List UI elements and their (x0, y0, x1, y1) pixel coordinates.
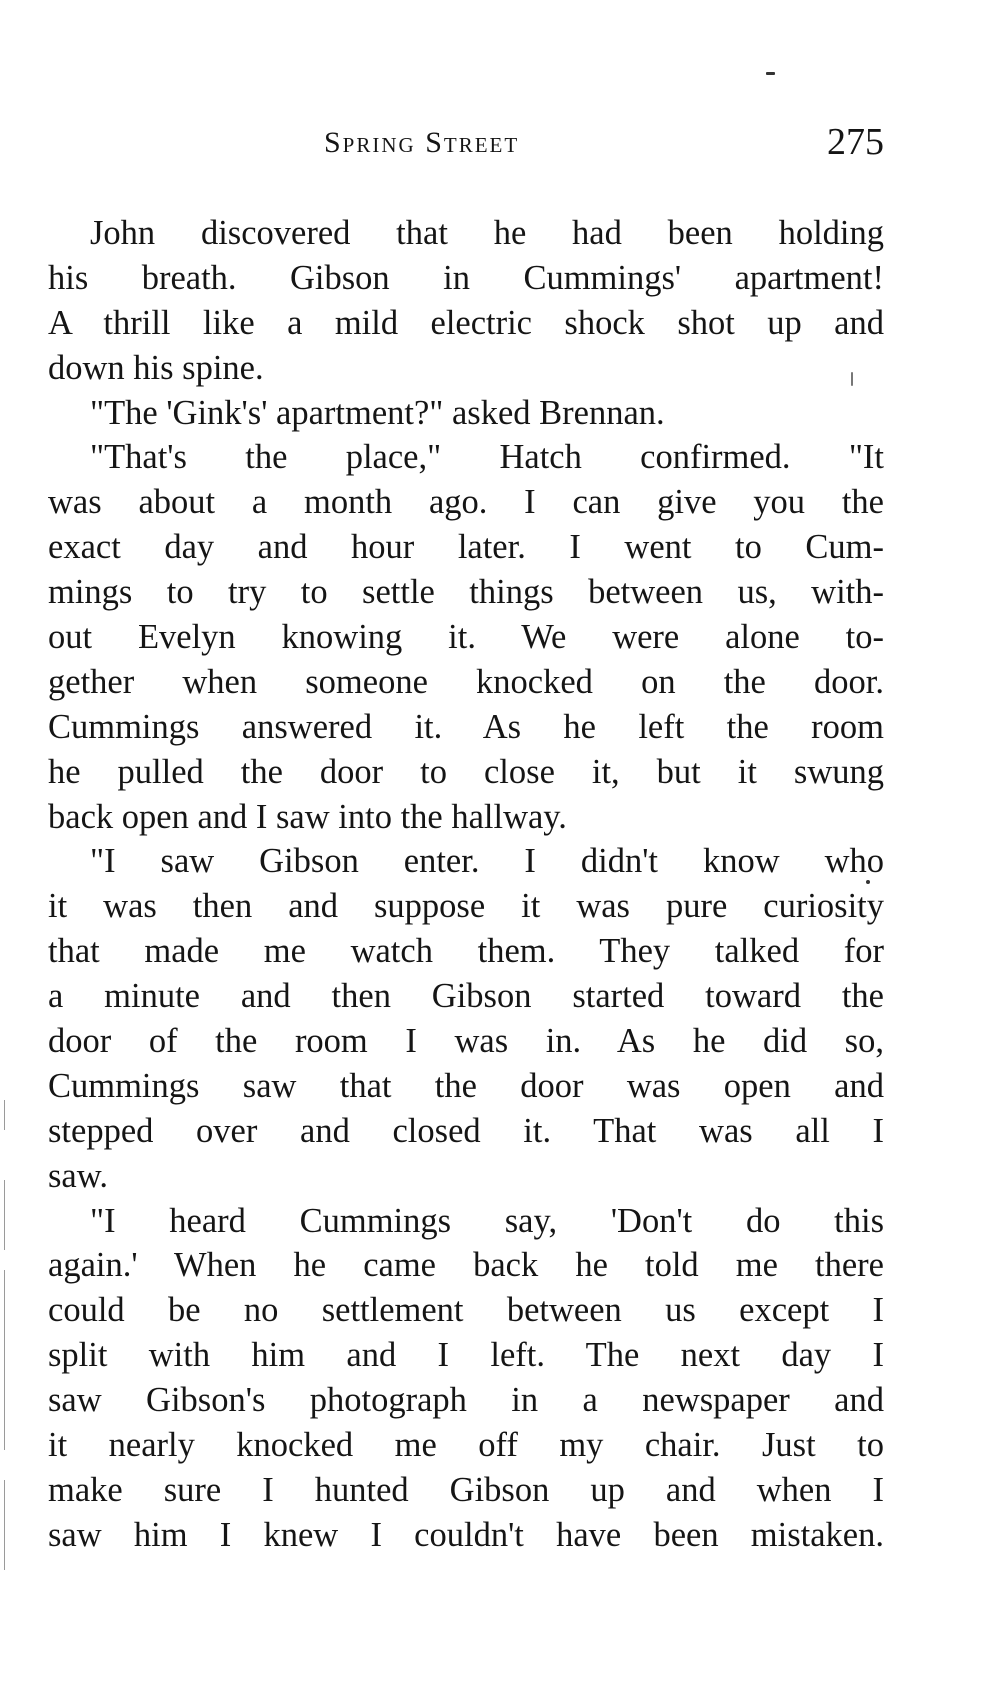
scan-speck (866, 880, 870, 884)
text-line: that made me watch them. They talked for (48, 932, 884, 971)
text-line: "The 'Gink's' apartment?" asked Brennan. (90, 393, 665, 432)
text-line: could be no settlement between us except I (48, 1291, 884, 1330)
text-line: saw. (48, 1156, 109, 1195)
text-line: "That's the place," Hatch confirmed. "It (90, 438, 884, 477)
text-line: gether when someone knocked on the door. (48, 662, 884, 701)
text-line: out Evelyn knowing it. We were alone to- (48, 618, 884, 657)
text-line: he pulled the door to close it, but it swung (48, 752, 884, 791)
text-line: stepped over and closed it. That was all I (48, 1111, 884, 1150)
text-line: again.' When he came back he told me there (48, 1246, 884, 1285)
text-line: his breath. Gibson in Cummings' apartment! (48, 258, 884, 297)
scan-speck (851, 372, 853, 386)
text-line: "I saw Gibson enter. I didn't know who (90, 842, 884, 881)
text-line: split with him and I left. The next day I (48, 1336, 884, 1375)
running-title: Spring Street (324, 126, 520, 159)
text-line: was about a month ago. I can give you the (48, 483, 884, 522)
text-line: a minute and then Gibson started toward the (48, 977, 884, 1016)
text-line: Cummings answered it. As he left the room (48, 707, 884, 746)
margin-rule (4, 1480, 5, 1570)
text-line: it nearly knocked me off my chair. Just to (48, 1426, 884, 1465)
text-line: saw Gibson's photograph in a newspaper and (48, 1381, 884, 1420)
text-line: exact day and hour later. I went to Cum- (48, 528, 884, 567)
text-line: back open and I saw into the hallway. (48, 797, 567, 836)
text-line: door of the room I was in. As he did so, (48, 1022, 884, 1061)
scan-speck (766, 72, 775, 75)
text-line: "I heard Cummings say, 'Don't do this (90, 1201, 884, 1240)
text-line: it was then and suppose it was pure curiosity (48, 887, 884, 926)
text-line: Cummings saw that the door was open and (48, 1066, 884, 1105)
body-text (48, 211, 884, 1558)
margin-rule (4, 1270, 5, 1450)
page-number: 275 (827, 121, 884, 163)
text-line: mings to try to settle things between us, with- (48, 573, 884, 612)
text-line: A thrill like a mild electric shock shot up and (48, 303, 884, 342)
page-header (48, 120, 884, 170)
text-line: down his spine. (48, 348, 264, 387)
margin-rule (4, 1100, 5, 1130)
text-line: make sure I hunted Gibson up and when I (48, 1470, 884, 1509)
margin-rule (4, 1180, 5, 1250)
text-line: John discovered that he had been holding (90, 214, 884, 252)
text-line: saw him I knew I couldn't have been mistaken. (48, 1515, 884, 1554)
